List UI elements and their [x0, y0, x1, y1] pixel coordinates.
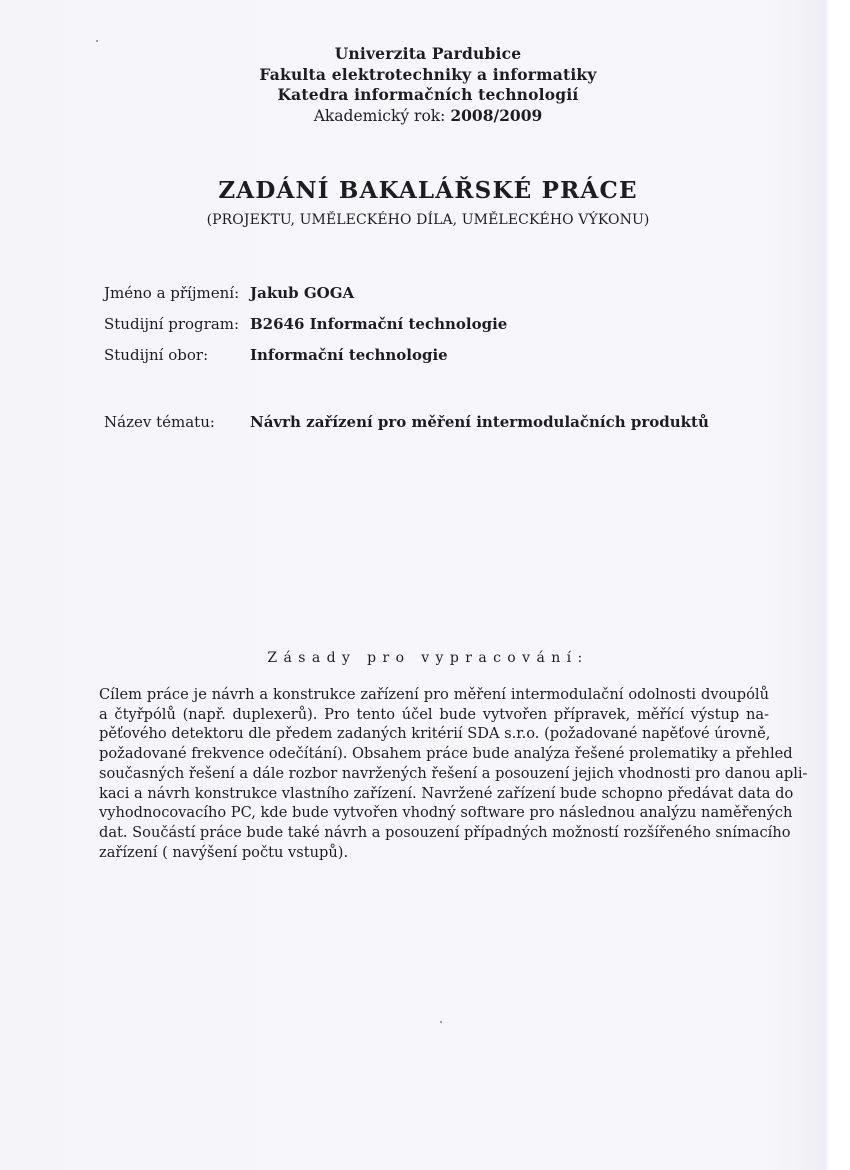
assignment-line: zařízení ( navýšení počtu vstupů).	[99, 843, 349, 861]
assignment-text	[99, 685, 808, 862]
assignment-line: Cílem práce je návrh a konstrukce zařízení pro měření intermodulační odolnosti dvoupólů	[99, 686, 769, 703]
assignment-line: požadované frekvence odečítání). Obsahem práce bude analýza řešené prolematiky a přehled	[99, 745, 793, 763]
scan-speck	[440, 1021, 442, 1023]
academic-year	[0, 106, 850, 127]
field-program-value: B2646 Informační technologie	[250, 315, 508, 333]
field-topic	[104, 413, 709, 431]
field-name	[104, 284, 354, 302]
university-name: Univerzita Pardubice	[334, 44, 522, 63]
assignment-line: pěťového detektoru dle předem zadaných kritérií SDA s.r.o. (požadované napěťové úrovně,	[99, 725, 771, 743]
institution-header	[0, 44, 850, 126]
academic-year-value: 2008/2009	[450, 105, 543, 125]
assignment-line: současných řešení a dále rozbor navržených řešení a posouzení jejich vhodnosti pro danou apli-	[99, 764, 808, 782]
assignment-line: vyhodnocovacího PC, kde bude vytvořen vhodný software pro následnou analýzu naměřených	[99, 804, 793, 822]
field-obor-value: Informační technologie	[250, 346, 448, 364]
scan-speck	[96, 40, 98, 42]
assignment-line: a čtyřpólů (např. duplexerů). Pro tento účel bude vytvořen přípravek, měřící výstup na-	[99, 705, 769, 723]
field-name-label: Jméno a příjmení:	[104, 284, 240, 302]
academic-year-label: Akademický rok:	[313, 106, 446, 125]
faculty-name: Fakulta elektrotechniky a informatiky	[259, 64, 597, 84]
field-topic-value: Návrh zařízení pro měření intermodulačních produktů	[250, 413, 709, 431]
assignment-line: kaci a návrh konstrukce vlastního zařízení. Navržené zařízení bude schopno předávat data do	[99, 784, 794, 802]
assignment-line: dat. Součástí práce bude také návrh a posouzení případných možností rozšířeného snímacího	[99, 823, 791, 841]
field-topic-label: Název tématu:	[104, 413, 215, 431]
field-program	[104, 315, 507, 333]
document-subtitle: (PROJEKTU, UMĚLECKÉHO DÍLA, UMĚLECKÉHO VÝKONU)	[206, 212, 650, 228]
section-title: Zásady pro vypracování:	[267, 650, 589, 666]
field-name-value: Jakub GOGA	[250, 284, 355, 302]
field-program-label: Studijní program:	[104, 315, 240, 333]
field-obor	[104, 346, 448, 364]
department-name: Katedra informačních technologií	[277, 85, 579, 104]
document-title: ZADÁNÍ BAKALÁŘSKÉ PRÁCE	[218, 177, 638, 204]
field-obor-label: Studijní obor:	[104, 346, 209, 364]
